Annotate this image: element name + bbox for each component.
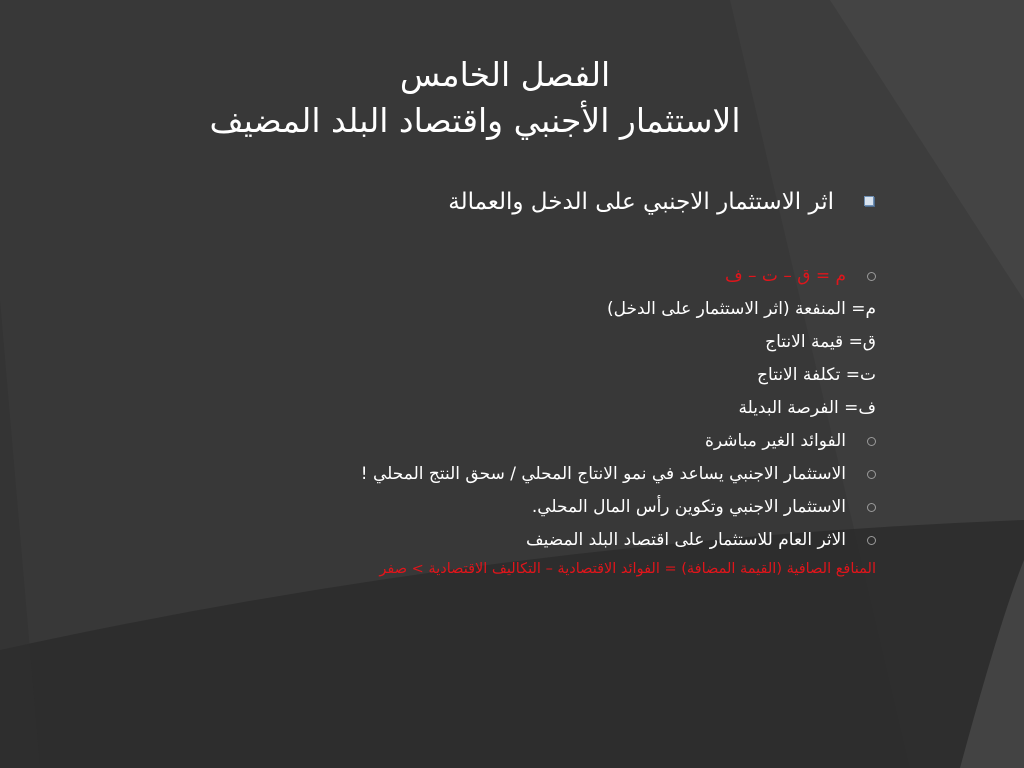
circle-bullet-icon [867, 503, 876, 512]
list-item-text: الاثر العام للاستثمار على اقتصاد البلد المضيف [525, 530, 846, 550]
circle-bullet-icon [867, 470, 876, 479]
definition-q [116, 326, 876, 359]
circle-bullet-icon [867, 536, 876, 545]
definition-m [116, 293, 876, 326]
list-item-text: الاستثمار الاجنبي يساعد في نمو الانتاج المحلي / سحق النتج المحلي ! [360, 464, 846, 484]
list-item-general-effect [116, 524, 876, 557]
definition-q-text: ق= قيمة الانتاج [765, 332, 876, 352]
definition-m-text: م= المنفعة (اثر الاستثمار على الدخل) [607, 299, 876, 319]
circle-bullet-icon [867, 437, 876, 446]
list-item-capital-formation [116, 491, 876, 524]
formula-text: م = ق – ت – ف [724, 266, 846, 286]
list-item-local-production [116, 458, 876, 491]
list-item-text: الفوائد الغير مباشرة [704, 431, 846, 451]
title-line-1: الفصل الخامس [399, 55, 611, 94]
heading-bullet-text: اثر الاستثمار الاجنبي على الدخل والعمالة [448, 189, 834, 215]
circle-bullet-icon [867, 272, 876, 281]
heading-bullet [116, 184, 876, 220]
slide-content [116, 184, 876, 581]
definition-t [116, 359, 876, 392]
list-item-text: الاستثمار الاجنبي وتكوين رأس المال المحلي. [531, 497, 846, 517]
title-line-2: الاستثمار الأجنبي واقتصاد البلد المضيف [209, 101, 741, 140]
definition-t-text: ت= تكلفة الانتاج [757, 365, 876, 385]
definition-f [116, 392, 876, 425]
definition-f-text: ف= الفرصة البديلة [738, 398, 876, 418]
net-benefits-note: المنافع الصافية (القيمة المضافة) = الفوائد الاقتصادية – التكاليف الاقتصادية > صفر [379, 561, 876, 577]
list-item-formula [116, 260, 876, 293]
slide-title [120, 52, 830, 144]
square-bullet-icon [864, 196, 874, 206]
list-item-indirect-benefits [116, 425, 876, 458]
